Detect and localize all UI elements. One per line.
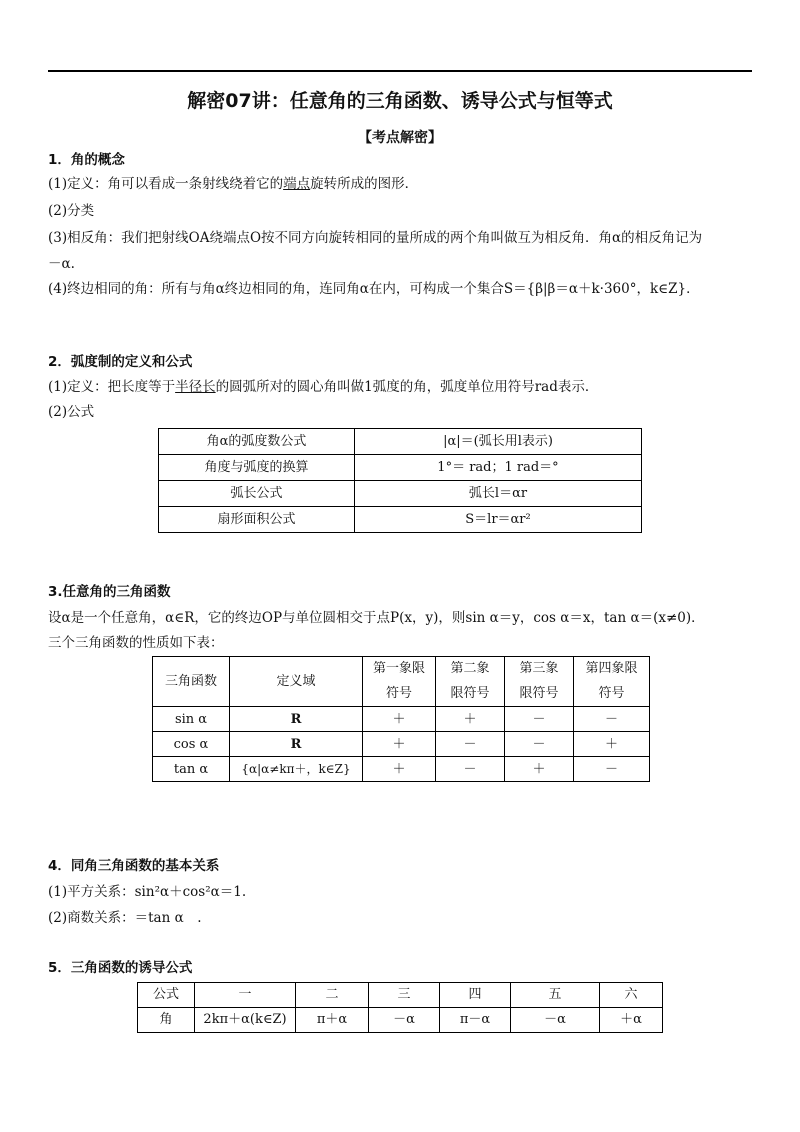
table-row [159,429,642,455]
table-cell: ＋ [574,732,650,757]
table-cell: {α|α≠kπ＋，k∈Z} [230,757,363,782]
table-cell: ＋α [600,1008,663,1033]
s1-opposite-line2: －α. [48,256,75,272]
table-cell: － [574,757,650,782]
table-row [159,481,642,507]
s3-line1: 设α是一个任意角，α∈R，它的终边OP与单位圆相交于点P(x，y)，则sin α＝y，cos α＝x，tan α＝(x≠0)． [48,610,705,626]
header-line: 限符号 [519,685,559,701]
trig-sign-table [152,656,650,782]
table-cell: 角 [138,1008,195,1033]
table-header-cell: 二 [296,983,369,1008]
table-header-cell [505,657,574,707]
table-header-cell: 一 [195,983,296,1008]
table-cell: －α [511,1008,600,1033]
header-line: 第四象限 [585,661,638,676]
s2-def-post: 的圆弧所对的圆心角叫做1弧度的角，弧度单位用符号rad表示． [215,379,599,395]
s1-def-pre: (1)定义：角可以看成一条射线绕着它的 [48,176,284,192]
table-header-cell: 三 [369,983,440,1008]
s1-coterminal: (4)终边相同的角：所有与角α终边相同的角，连同角α在内，可构成一个集合S＝{β|β＝α＋k·360°，k∈Z}． [48,281,700,297]
radian-formula-table [158,428,642,533]
table-cell: －α [369,1008,440,1033]
s2-formula-label: (2)公式 [48,404,95,420]
table-header-cell: 四 [440,983,511,1008]
s2-definition [48,379,598,395]
table-header-cell: 六 [600,983,663,1008]
table-cell: cos α [153,732,230,757]
table-row [159,455,642,481]
table-header-cell: 五 [511,983,600,1008]
table-cell: R [230,707,363,732]
table-row [159,507,642,533]
table-cell: R [230,732,363,757]
s1-def-post: 旋转所成的图形． [310,176,419,192]
table-cell: sin α [153,707,230,732]
table-cell: 扇形面积公式 [159,507,355,533]
table-cell: S＝lr＝αr² [355,507,642,533]
s4-line1: (1)平方关系：sin²α＋cos²α＝1. [48,884,247,900]
header-line: 符号 [385,685,412,701]
table-cell: － [505,707,574,732]
table-header-cell [574,657,650,707]
page-title: 解密07讲：任意角的三角函数、诱导公式与恒等式 [187,90,613,112]
table-cell: ＋ [363,707,436,732]
table-cell: tan α [153,757,230,782]
table-cell: － [574,707,650,732]
table-cell: ＋ [505,757,574,782]
table-cell: 弧长公式 [159,481,355,507]
table-cell: 角α的弧度数公式 [159,429,355,455]
table-cell: － [436,732,505,757]
top-rule [48,70,752,72]
table-header-cell [436,657,505,707]
section-3-heading: 3.任意角的三角函数 [48,584,171,600]
table-row [153,707,650,732]
section-4-heading: 4．同角三角函数的基本关系 [48,858,220,874]
table-cell: π－α [440,1008,511,1033]
section-5-heading: 5．三角函数的诱导公式 [48,960,193,976]
s4-line2: (2)商数关系：＝tan α . [48,910,202,926]
table-header-row [138,983,663,1008]
table-header-cell: 公式 [138,983,195,1008]
s3-line2: 三个三角函数的性质如下表： [48,635,224,651]
table-cell: ＋ [436,707,505,732]
s1-definition [48,176,418,192]
table-header-cell: 定义域 [230,657,363,707]
table-cell: ＋ [363,732,436,757]
table-row [138,1008,663,1033]
table-header-cell [363,657,436,707]
table-cell: |α|＝(弧长用l表示) [355,429,642,455]
s2-def-pre: (1)定义：把长度等于 [48,379,176,395]
section-2-heading: 2．弧度制的定义和公式 [48,354,193,370]
s1-def-underline: 端点 [283,176,311,192]
section-1-heading: 1．角的概念 [48,152,125,168]
table-cell: 角度与弧度的换算 [159,455,355,481]
s1-opposite-line1: (3)相反角：我们把射线OA绕端点O按不同方向旋转相同的量所成的两个角叫做互为相反角．角α的相反角记为 [48,230,703,246]
s2-def-underline: 半径长 [175,379,216,395]
header-line: 符号 [598,685,625,701]
table-cell: 弧长l＝αr [355,481,642,507]
table-cell: π＋α [296,1008,369,1033]
header-line: 限符号 [450,685,490,701]
table-cell: ＋ [363,757,436,782]
header-line: 第一象限 [372,661,425,676]
table-header-row [153,657,650,707]
table-row [153,732,650,757]
section-subtitle: 【考点解密】 [358,130,442,146]
reduction-formula-table [137,982,663,1033]
header-line: 第二象 [450,661,490,676]
table-header-cell: 三角函数 [153,657,230,707]
header-line: 第三象 [519,661,559,676]
table-cell: 1°＝ rad；1 rad＝° [355,455,642,481]
table-cell: － [436,757,505,782]
table-row [153,757,650,782]
table-cell: 2kπ＋α(k∈Z) [195,1008,296,1033]
s1-classify: (2)分类 [48,203,95,219]
table-cell: － [505,732,574,757]
